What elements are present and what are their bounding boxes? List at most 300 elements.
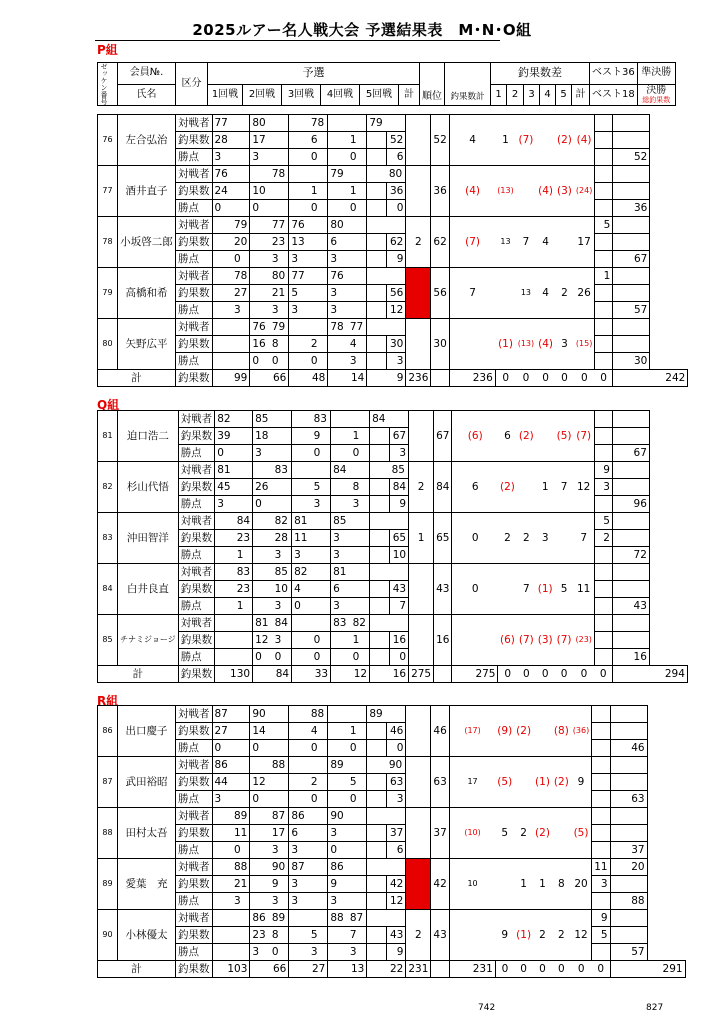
diff-cell: (13) <box>495 166 515 217</box>
diff-cell: 2 <box>514 808 533 859</box>
round-value: 82 <box>292 564 312 581</box>
round-value: 23 <box>270 234 289 251</box>
best18-cell <box>595 234 613 251</box>
total-value: 7 <box>390 598 409 615</box>
final-cell <box>612 479 649 496</box>
round-value: 9 <box>312 428 331 445</box>
row-kind-label: 釣果数 <box>176 876 213 893</box>
round-value: 44 <box>212 774 232 791</box>
round-value: 78 <box>328 319 348 336</box>
round-value <box>292 445 312 462</box>
sum-diff: 0 <box>536 370 555 387</box>
round-value <box>309 757 328 774</box>
sum-row <box>98 961 686 978</box>
round-value <box>232 927 250 944</box>
sum-row <box>98 666 688 683</box>
round-value <box>250 268 270 285</box>
row-kind-label: 対戦者 <box>176 910 213 927</box>
round-value <box>212 268 232 285</box>
round-value <box>328 774 348 791</box>
round-value <box>370 479 390 496</box>
round-value <box>309 217 328 234</box>
rank-cell: 2 <box>406 910 431 961</box>
round-value <box>309 910 328 927</box>
round-value: 79 <box>270 319 289 336</box>
grand-total-cell: 88 <box>610 893 647 910</box>
rank-cell <box>409 564 434 615</box>
row-kind-label: 勝点 <box>176 353 213 370</box>
player-number: 84 <box>98 564 118 615</box>
diff-cell <box>449 910 495 961</box>
final-cell <box>610 825 647 842</box>
semifinal-cell <box>613 268 650 285</box>
round-value: 84 <box>273 615 292 632</box>
grand-total-cell: 30 <box>613 353 650 370</box>
round-value: 26 <box>253 479 273 496</box>
player-name: 武田裕昭 <box>118 757 176 808</box>
round-value: 23 <box>235 530 253 547</box>
round-value: 3 <box>292 547 312 564</box>
total-value: 0 <box>390 649 409 666</box>
sum-grand-total: 242 <box>613 370 688 387</box>
round-value <box>351 547 370 564</box>
round-value <box>331 428 351 445</box>
round-value: 21 <box>270 285 289 302</box>
table-row <box>98 319 688 336</box>
table-cell <box>592 791 610 808</box>
total-header: 計 <box>399 84 420 106</box>
round-value <box>387 706 406 723</box>
round-value <box>331 445 351 462</box>
round-value: 0 <box>328 842 348 859</box>
diff-cell <box>533 706 552 757</box>
round-value: 14 <box>250 723 270 740</box>
footer-right-number: 827 <box>646 1003 664 1013</box>
round-value <box>292 632 312 649</box>
player-name: 矢野広平 <box>118 319 176 370</box>
diff-cell: (4) <box>536 166 555 217</box>
diff-cell: 7 <box>449 268 495 319</box>
row-kind-label: 対戦者 <box>176 166 213 183</box>
round-value <box>250 234 270 251</box>
round-value <box>212 842 232 859</box>
round-value <box>250 842 270 859</box>
round-value <box>235 445 253 462</box>
sum-round-value: 99 <box>212 370 250 387</box>
round-value <box>232 757 250 774</box>
rank-cell: 1 <box>406 268 431 319</box>
diff-cell: 9 <box>495 910 514 961</box>
fish-total-cell: 43 <box>434 564 452 615</box>
round-value: 27 <box>232 285 250 302</box>
round-value: 81 <box>331 564 351 581</box>
diff-cell: (13) <box>516 319 536 370</box>
best18-cell <box>595 336 613 353</box>
round-value <box>235 615 253 632</box>
sum-round-value: 33 <box>292 666 331 683</box>
round-value <box>370 445 390 462</box>
round-value: 4 <box>309 723 328 740</box>
diff-cell: 17 <box>449 757 495 808</box>
diff-cell: (1) <box>533 757 552 808</box>
sum-diff: 0 <box>571 961 592 978</box>
table-row <box>98 876 686 893</box>
diff-cell: 1 <box>495 115 515 166</box>
round-value: 3 <box>270 251 289 268</box>
round-value <box>390 564 409 581</box>
round-value: 89 <box>367 706 387 723</box>
best36-cell <box>595 319 613 336</box>
round-value: 79 <box>367 115 387 132</box>
round-value: 87 <box>348 910 367 927</box>
best18-cell <box>594 632 612 649</box>
round-value <box>367 251 387 268</box>
total-value: 30 <box>387 336 406 353</box>
player-number: 78 <box>98 217 118 268</box>
round-value <box>250 876 270 893</box>
round-value <box>331 411 351 428</box>
sum-diff: 0 <box>514 961 533 978</box>
grand-total-cell: 57 <box>610 944 647 961</box>
round-value <box>367 740 387 757</box>
round-value <box>212 234 232 251</box>
total-value: 46 <box>387 723 406 740</box>
total-value: 6 <box>387 149 406 166</box>
fish-total-cell: 43 <box>431 910 449 961</box>
round-value <box>387 319 406 336</box>
round-value: 17 <box>250 132 270 149</box>
sum-round-value: 27 <box>289 961 328 978</box>
round-value <box>367 132 387 149</box>
round-value <box>370 428 390 445</box>
round-value <box>270 774 289 791</box>
diff-cell: (6) <box>498 615 517 666</box>
best18-header: ベスト18 <box>590 84 638 106</box>
round-value: 82 <box>351 615 370 632</box>
diff-cell: 17 <box>574 217 595 268</box>
round-value <box>348 706 367 723</box>
round-value <box>289 944 309 961</box>
table-cell <box>595 353 613 370</box>
round-value: 8 <box>270 336 289 353</box>
round-value <box>253 513 273 530</box>
round-value: 3 <box>232 893 250 910</box>
round-value: 3 <box>289 251 309 268</box>
diff-cell <box>495 859 514 910</box>
row-kind-label: 釣果数 <box>176 183 213 200</box>
round-value <box>309 859 328 876</box>
semifinal-cell <box>613 166 650 183</box>
player-name: 白井良直 <box>118 564 179 615</box>
total-value: 12 <box>387 302 406 319</box>
round-value: 79 <box>232 217 250 234</box>
rank-cell: 2 <box>409 462 434 513</box>
round-value <box>309 876 328 893</box>
round-value <box>212 876 232 893</box>
diff-cell: 2 <box>498 513 517 564</box>
round-value <box>289 115 309 132</box>
round-value <box>235 496 253 513</box>
round-value <box>253 547 273 564</box>
semifinal-cell <box>613 115 650 132</box>
diff-cell: (1) <box>514 910 533 961</box>
player-number: 83 <box>98 513 118 564</box>
player-name: 左合弘治 <box>118 115 176 166</box>
rank-cell <box>406 706 431 757</box>
round-value <box>351 598 370 615</box>
best36-cell: 5 <box>595 217 613 234</box>
round-value: 0 <box>309 353 328 370</box>
row-kind-label: 釣果数 <box>178 479 215 496</box>
table-cell <box>594 598 612 615</box>
final-cell <box>612 632 649 649</box>
round-value <box>235 462 253 479</box>
round-value: 0 <box>215 445 235 462</box>
round-value <box>351 513 370 530</box>
round-value: 76 <box>289 217 309 234</box>
round-value: 90 <box>328 808 348 825</box>
round-value <box>351 411 370 428</box>
round-value: 3 <box>232 302 250 319</box>
table-row <box>98 757 686 774</box>
round-value <box>250 251 270 268</box>
diff-cell: 1 <box>536 462 555 513</box>
player-number: 89 <box>98 859 118 910</box>
diff-cell: 4 <box>536 217 555 268</box>
table-cell <box>592 842 610 859</box>
round-value: 3 <box>270 302 289 319</box>
semifinal-cell <box>612 462 649 479</box>
sum-diff: 0 <box>516 370 536 387</box>
row-kind-label: 勝点 <box>176 251 213 268</box>
table-row <box>98 149 688 166</box>
round-value: 78 <box>309 115 328 132</box>
diff-cell <box>449 319 495 370</box>
best36-cell <box>594 564 612 581</box>
round-value <box>270 200 289 217</box>
round-value <box>309 808 328 825</box>
player-name: チナミジョージ <box>118 615 179 666</box>
diff-cell: 6 <box>498 411 517 462</box>
row-kind-label: 釣果数 <box>178 530 215 547</box>
round-value: 0 <box>273 649 292 666</box>
round-value: 4 <box>292 581 312 598</box>
round-value <box>212 893 232 910</box>
player-number: 86 <box>98 706 118 757</box>
grand-total-cell: 37 <box>610 842 647 859</box>
round-value: 12 <box>253 632 273 649</box>
total-value: 9 <box>390 496 409 513</box>
round-value <box>212 808 232 825</box>
round-value: 5 <box>312 479 331 496</box>
round-value: 81 <box>253 615 273 632</box>
diff-cell: 26 <box>574 268 595 319</box>
round-value <box>273 445 292 462</box>
round-value: 1 <box>348 183 367 200</box>
table-row <box>98 842 686 859</box>
round-value <box>312 513 331 530</box>
round-value: 3 <box>289 842 309 859</box>
round-value: 0 <box>348 200 367 217</box>
sum-round-value: 14 <box>328 370 367 387</box>
player-number: 85 <box>98 615 118 666</box>
diff-cell <box>517 462 536 513</box>
round-value <box>309 893 328 910</box>
row-kind-label: 勝点 <box>176 842 213 859</box>
diff-cell <box>514 757 533 808</box>
fish-total-cell: 46 <box>431 706 449 757</box>
round-value <box>328 132 348 149</box>
round-value: 24 <box>212 183 232 200</box>
round-value <box>367 859 387 876</box>
round-value: 0 <box>250 353 270 370</box>
table-row <box>98 740 686 757</box>
round-value <box>270 723 289 740</box>
round-value: 17 <box>270 825 289 842</box>
row-kind-label: 対戦者 <box>176 268 213 285</box>
round-value: 0 <box>212 200 232 217</box>
fish-total-cell: 37 <box>431 808 449 859</box>
round-value: 0 <box>348 149 367 166</box>
round-value: 21 <box>232 876 250 893</box>
sum-diff: 0 <box>573 666 594 683</box>
round-value <box>232 166 250 183</box>
table-row <box>98 944 686 961</box>
round-value <box>309 251 328 268</box>
round-value <box>367 893 387 910</box>
round-value <box>348 251 367 268</box>
diff-cell: 2 <box>533 910 552 961</box>
round-value <box>348 757 367 774</box>
sum-round-value: 12 <box>331 666 370 683</box>
round-value: 85 <box>331 513 351 530</box>
round-value: 80 <box>387 166 406 183</box>
round-value <box>250 893 270 910</box>
total-value: 3 <box>390 445 409 462</box>
diff-cell: 7 <box>573 513 594 564</box>
best36-cell <box>594 615 612 632</box>
round-value: 0 <box>250 791 270 808</box>
table-row <box>98 859 686 876</box>
round-value: 3 <box>348 353 367 370</box>
grand-total-cell: 57 <box>613 302 650 319</box>
round-value: 80 <box>270 268 289 285</box>
round-value <box>370 547 390 564</box>
round-value: 0 <box>309 791 328 808</box>
round-value: 2 <box>309 774 328 791</box>
sum-total: 275 <box>409 666 434 683</box>
round-value <box>289 132 309 149</box>
table-row <box>98 411 688 428</box>
round-value <box>312 598 331 615</box>
diff-cell: (5) <box>495 757 514 808</box>
round-value: 83 <box>312 411 331 428</box>
diff-cell: (1) <box>495 319 515 370</box>
diff-cell: 0 <box>452 564 498 615</box>
rank-cell: 1 <box>409 513 434 564</box>
round-value: 3 <box>328 302 348 319</box>
table-row <box>98 251 688 268</box>
round-value <box>292 479 312 496</box>
round-value <box>232 200 250 217</box>
round-value <box>348 268 367 285</box>
round-value <box>370 496 390 513</box>
table-row <box>98 302 688 319</box>
diff-cell: (8) <box>552 706 571 757</box>
diff-cell: (9) <box>495 706 514 757</box>
row-kind-label: 対戦者 <box>176 115 213 132</box>
round-value <box>351 564 370 581</box>
sum-round-value: 84 <box>253 666 292 683</box>
round-value <box>367 217 387 234</box>
player-number: 80 <box>98 319 118 370</box>
round-value: 78 <box>270 166 289 183</box>
table-row <box>98 893 686 910</box>
fish-total-cell: 30 <box>431 319 449 370</box>
fish-total-cell: 65 <box>434 513 452 564</box>
round-value <box>328 200 348 217</box>
round-value <box>289 166 309 183</box>
round-value <box>348 115 367 132</box>
round-value <box>351 462 370 479</box>
round-value: 9 <box>328 876 348 893</box>
best36-cell <box>592 706 610 723</box>
round-value <box>232 774 250 791</box>
table-cell <box>595 149 613 166</box>
round-value: 85 <box>390 462 409 479</box>
diff-cell <box>452 615 498 666</box>
final-header <box>637 84 675 106</box>
diff-cell: (15) <box>574 319 595 370</box>
round-value <box>232 910 250 927</box>
diff-col-header: 2 <box>507 84 524 106</box>
round-value <box>212 217 232 234</box>
diff-cell: 8 <box>552 859 571 910</box>
table-row <box>98 200 688 217</box>
round-value <box>232 791 250 808</box>
round-value: 0 <box>309 149 328 166</box>
diff-cell: (24) <box>574 166 595 217</box>
semifinal-cell: 20 <box>610 859 647 876</box>
semifinal-cell <box>610 706 647 723</box>
semifinal-cell <box>612 564 649 581</box>
zekken-label: ゼッケン番号 <box>100 63 108 105</box>
diff-cell: (2) <box>552 757 571 808</box>
round-value <box>232 183 250 200</box>
total-value: 37 <box>387 825 406 842</box>
table-row <box>98 706 686 723</box>
diff-cell: (2) <box>517 411 536 462</box>
diff-cell: 1 <box>514 859 533 910</box>
diff-cell: (3) <box>555 166 574 217</box>
round-value <box>273 428 292 445</box>
round-value: 0 <box>348 740 367 757</box>
round-value <box>370 564 390 581</box>
round-value <box>390 513 409 530</box>
round-value <box>289 336 309 353</box>
round-value <box>328 353 348 370</box>
table-row <box>98 615 688 632</box>
round-value: 3 <box>331 598 351 615</box>
player-number: 77 <box>98 166 118 217</box>
round-value <box>253 598 273 615</box>
round-value <box>292 428 312 445</box>
round-value <box>348 285 367 302</box>
diff-cell: (4) <box>574 115 595 166</box>
round-value: 76 <box>250 319 270 336</box>
table-row <box>98 479 688 496</box>
row-kind-label: 釣果数 <box>176 132 213 149</box>
